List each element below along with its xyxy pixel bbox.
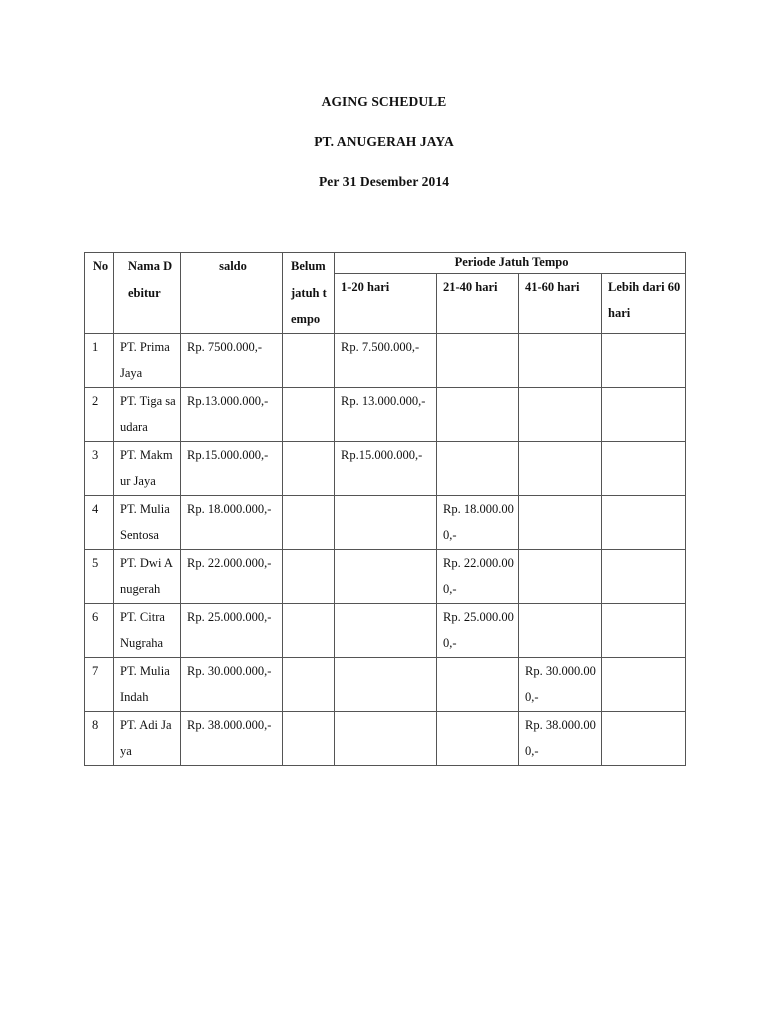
cell-41-60-hari: [519, 495, 602, 549]
cell-21-40-hari: [437, 657, 519, 711]
cell-nama-debitur: PT. Adi Jaya: [114, 711, 181, 765]
cell-41-60-hari: [519, 441, 602, 495]
cell-belum-jatuh-tempo: [283, 333, 335, 387]
cell-belum-jatuh-tempo: [283, 657, 335, 711]
cell-1-20-hari: [335, 495, 437, 549]
cell-21-40-hari: [437, 387, 519, 441]
cell-lebih-dari-60-hari: [602, 441, 686, 495]
cell-1-20-hari: Rp. 13.000.000,-: [335, 387, 437, 441]
cell-no: 7: [85, 657, 114, 711]
table-row: [85, 549, 686, 603]
cell-lebih-dari-60-hari: [602, 603, 686, 657]
header-41-60-hari: 41-60 hari: [519, 273, 602, 333]
header-periode-jatuh-tempo: Periode Jatuh Tempo: [335, 253, 686, 274]
table-row: [85, 657, 686, 711]
cell-saldo: Rp. 22.000.000,-: [181, 549, 283, 603]
cell-1-20-hari: [335, 711, 437, 765]
table-row: [85, 495, 686, 549]
cell-no: 3: [85, 441, 114, 495]
cell-1-20-hari: [335, 603, 437, 657]
header-nama-debitur: Nama Debitur: [114, 253, 181, 334]
header-saldo: saldo: [181, 253, 283, 334]
cell-saldo: Rp.13.000.000,-: [181, 387, 283, 441]
cell-belum-jatuh-tempo: [283, 441, 335, 495]
cell-41-60-hari: Rp. 38.000.000,-: [519, 711, 602, 765]
cell-no: 2: [85, 387, 114, 441]
cell-nama-debitur: PT. Mulia Indah: [114, 657, 181, 711]
table-row: [85, 387, 686, 441]
cell-no: 1: [85, 333, 114, 387]
cell-41-60-hari: [519, 549, 602, 603]
cell-lebih-dari-60-hari: [602, 657, 686, 711]
cell-21-40-hari: [437, 333, 519, 387]
table-row: [85, 441, 686, 495]
cell-belum-jatuh-tempo: [283, 495, 335, 549]
cell-41-60-hari: [519, 603, 602, 657]
cell-saldo: Rp. 7500.000,-: [181, 333, 283, 387]
cell-41-60-hari: Rp. 30.000.000,-: [519, 657, 602, 711]
cell-lebih-dari-60-hari: [602, 495, 686, 549]
cell-belum-jatuh-tempo: [283, 549, 335, 603]
cell-nama-debitur: PT. Tiga saudara: [114, 387, 181, 441]
cell-lebih-dari-60-hari: [602, 711, 686, 765]
cell-no: 4: [85, 495, 114, 549]
header-1-20-hari: 1-20 hari: [335, 273, 437, 333]
cell-nama-debitur: PT. Mulia Sentosa: [114, 495, 181, 549]
cell-21-40-hari: Rp. 22.000.000,-: [437, 549, 519, 603]
header-row-1: [85, 253, 686, 274]
table-row: [85, 333, 686, 387]
header-no: No: [85, 253, 114, 334]
report-period: Per 31 Desember 2014: [318, 174, 450, 189]
cell-21-40-hari: Rp. 25.000.000,-: [437, 603, 519, 657]
cell-21-40-hari: Rp. 18.000.000,-: [437, 495, 519, 549]
cell-1-20-hari: [335, 657, 437, 711]
document-title: AGING SCHEDULE: [321, 94, 447, 109]
header-belum-jatuh-tempo: Belum jatuh tempo: [283, 253, 335, 334]
cell-lebih-dari-60-hari: [602, 333, 686, 387]
cell-nama-debitur: PT. Dwi Anugerah: [114, 549, 181, 603]
cell-41-60-hari: [519, 387, 602, 441]
cell-21-40-hari: [437, 441, 519, 495]
cell-1-20-hari: Rp.15.000.000,-: [335, 441, 437, 495]
table-row: [85, 711, 686, 765]
table-row: [85, 603, 686, 657]
cell-lebih-dari-60-hari: [602, 387, 686, 441]
cell-belum-jatuh-tempo: [283, 387, 335, 441]
cell-saldo: Rp. 38.000.000,-: [181, 711, 283, 765]
aging-schedule-table: [84, 252, 686, 766]
cell-1-20-hari: [335, 549, 437, 603]
cell-nama-debitur: PT. Citra Nugraha: [114, 603, 181, 657]
cell-no: 5: [85, 549, 114, 603]
cell-saldo: Rp. 25.000.000,-: [181, 603, 283, 657]
company-name: PT. ANUGERAH JAYA: [314, 134, 454, 149]
cell-lebih-dari-60-hari: [602, 549, 686, 603]
cell-saldo: Rp. 18.000.000,-: [181, 495, 283, 549]
cell-41-60-hari: [519, 333, 602, 387]
cell-21-40-hari: [437, 711, 519, 765]
cell-saldo: Rp. 30.000.000,-: [181, 657, 283, 711]
cell-belum-jatuh-tempo: [283, 711, 335, 765]
cell-nama-debitur: PT. Makmur Jaya: [114, 441, 181, 495]
cell-no: 8: [85, 711, 114, 765]
cell-belum-jatuh-tempo: [283, 603, 335, 657]
table-body: [85, 333, 686, 765]
header-lebih-dari-60-hari: Lebih dari 60 hari: [602, 273, 686, 333]
cell-no: 6: [85, 603, 114, 657]
header-21-40-hari: 21-40 hari: [437, 273, 519, 333]
cell-saldo: Rp.15.000.000,-: [181, 441, 283, 495]
cell-nama-debitur: PT. Prima Jaya: [114, 333, 181, 387]
cell-1-20-hari: Rp. 7.500.000,-: [335, 333, 437, 387]
